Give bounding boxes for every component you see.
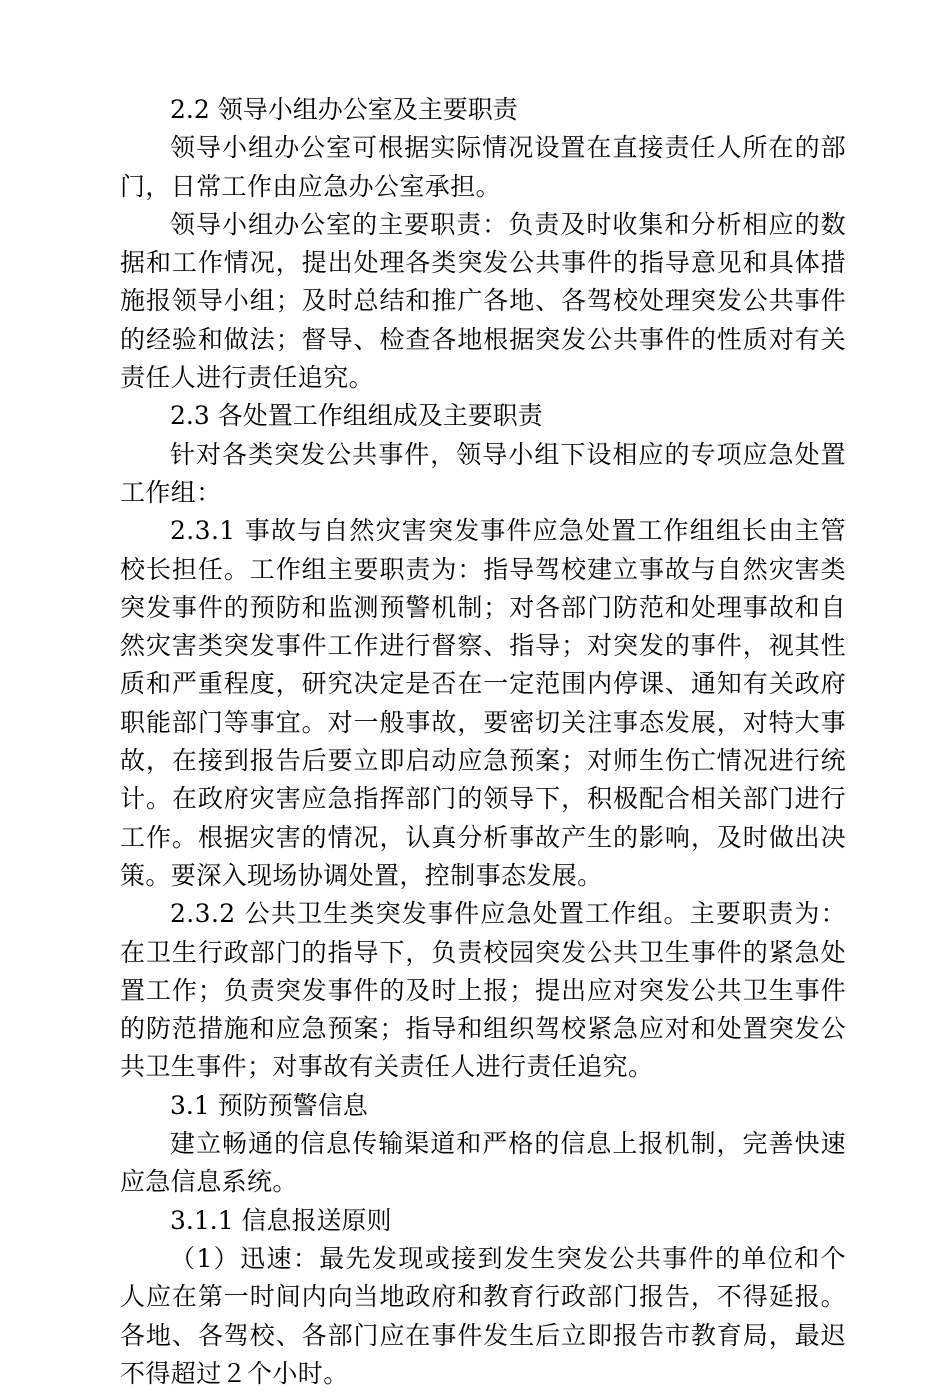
- paragraph-info-channel: 建立畅通的信息传输渠道和严格的信息上报机制，完善快速应急信息系统。: [120, 1129, 846, 1197]
- section-heading-2-3: 2.3 各处置工作组组成及主要职责: [170, 401, 543, 431]
- paragraph-2-3-1-accident-group: 2.3.1 事故与自然灾害突发事件应急处置工作组组长由主管校长担任。工作组主要职责为：指导驾校建立事故与自然灾害类突发事件的预防和监测预警机制；对各部门防范和处理事故和自然灾害类突发事件工作进行督察、指导；对突发的事件，视其性质和严重程度，研究决定是否在一定范围内停课、通知有关政府职能部门等事宜。对一般事故，要密切关注事态发展，对特大事故，在接到报告后要立即启动应急预案；对师生伤亡情况进行统计。在政府灾害应急指挥部门的领导下，积极配合相关部门进行工作。根据灾害的情况，认真分析事故产生的影响，及时做出决策。要深入现场协调处置，控制事态发展。: [120, 516, 846, 890]
- paragraph-2-3-2-public-health-group: 2.3.2 公共卫生类突发事件应急处置工作组。主要职责为：在卫生行政部门的指导下，负责校园突发公共卫生事件的紧急处置工作；负责突发事件的及时上报；提出应对突发公共卫生事件的防范措施和应急预案；指导和组织驾校紧急应对和处置突发公共卫生事件；对事故有关责任人进行责任追究。: [120, 899, 846, 1082]
- paragraph-office-setup: 领导小组办公室可根据实际情况设置在直接责任人所在的部门，日常工作由应急办公室承担。: [120, 133, 846, 201]
- paragraph-principle-speed: （1）迅速：最先发现或接到发生突发公共事件的单位和个人应在第一时间内向当地政府和教育行政部门报告，不得延报。各地、各驾校、各部门应在事件发生后立即报告市教育局，最迟不得超过２个小时。: [120, 1243, 846, 1388]
- section-heading-3-1-1: 3.1.1 信息报送原则: [170, 1205, 392, 1235]
- section-heading-2-2: 2.2 领导小组办公室及主要职责: [170, 95, 518, 124]
- paragraph-office-duties: 领导小组办公室的主要职责：负责及时收集和分析相应的数据和工作情况，提出处理各类突发公共事件的指导意见和具体措施报领导小组；及时总结和推广各地、各驾校处理突发公共事件的经验和做法；督导、检查各地根据突发公共事件的性质对有关责任人进行责任追究。: [120, 209, 846, 393]
- paragraph-working-groups-intro: 针对各类突发公共事件，领导小组下设相应的专项应急处置工作组：: [120, 439, 846, 507]
- document-page: [120, 91, 846, 1393]
- section-heading-3-1: 3.1 预防预警信息: [170, 1090, 368, 1120]
